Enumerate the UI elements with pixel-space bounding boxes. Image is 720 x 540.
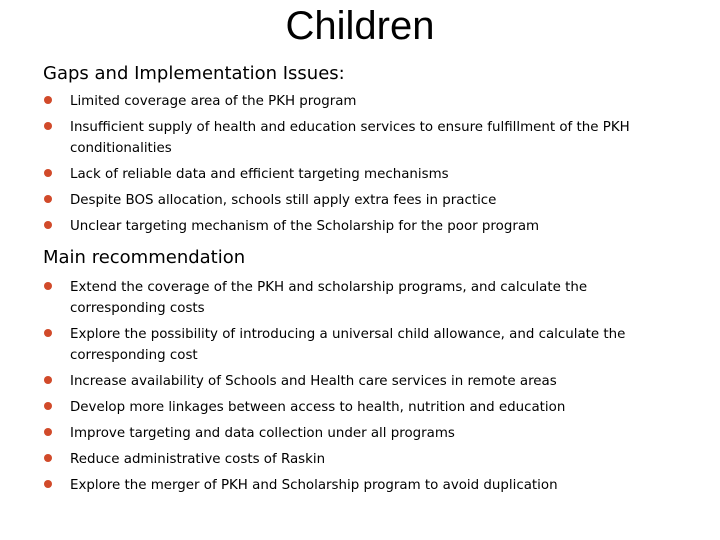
bullet-icon bbox=[44, 221, 52, 229]
list-item bbox=[44, 216, 684, 237]
recommendation-heading: Main recommendation bbox=[43, 247, 246, 268]
list-item bbox=[44, 449, 684, 470]
list-item bbox=[44, 277, 684, 319]
list-item-text: Explore the merger of PKH and Scholarship program to avoid duplication bbox=[70, 478, 558, 493]
bullet-icon bbox=[44, 282, 52, 290]
bullet-icon bbox=[44, 480, 52, 488]
bullet-icon bbox=[44, 169, 52, 177]
bullet-icon bbox=[44, 122, 52, 130]
bullet-icon bbox=[44, 195, 52, 203]
list-item-text: Insufficient supply of health and education services to ensure fulfillment of the PKH conditionalities bbox=[70, 120, 630, 156]
bullet-icon bbox=[44, 376, 52, 384]
list-item-text: Limited coverage area of the PKH program bbox=[70, 94, 357, 109]
list-item bbox=[44, 324, 684, 366]
list-item bbox=[44, 91, 684, 112]
list-item bbox=[44, 190, 684, 211]
list-item-text: Improve targeting and data collection under all programs bbox=[70, 426, 455, 441]
list-item bbox=[44, 397, 684, 418]
list-item bbox=[44, 371, 684, 392]
list-item-text: Extend the coverage of the PKH and scholarship programs, and calculate the corresponding costs bbox=[70, 280, 588, 316]
list-item bbox=[44, 475, 684, 496]
bullet-icon bbox=[44, 96, 52, 104]
list-item-text: Despite BOS allocation, schools still apply extra fees in practice bbox=[70, 193, 497, 208]
bullet-icon bbox=[44, 428, 52, 436]
slide-title: Children bbox=[285, 4, 435, 48]
list-item-text: Unclear targeting mechanism of the Scholarship for the poor program bbox=[70, 219, 540, 234]
bullet-icon bbox=[44, 402, 52, 410]
gaps-heading: Gaps and Implementation Issues: bbox=[43, 63, 345, 84]
recommendation-list bbox=[44, 277, 684, 501]
gaps-list bbox=[44, 91, 684, 242]
list-item-text: Increase availability of Schools and Health care services in remote areas bbox=[70, 374, 557, 389]
list-item-text: Develop more linkages between access to health, nutrition and education bbox=[70, 400, 566, 415]
bullet-icon bbox=[44, 329, 52, 337]
list-item bbox=[44, 423, 684, 444]
list-item-text: Explore the possibility of introducing a universal child allowance, and calculate the corresponding cost bbox=[70, 327, 626, 363]
list-item bbox=[44, 117, 684, 159]
list-item-text: Lack of reliable data and efficient targeting mechanisms bbox=[70, 167, 449, 182]
bullet-icon bbox=[44, 454, 52, 462]
list-item bbox=[44, 164, 684, 185]
list-item-text: Reduce administrative costs of Raskin bbox=[70, 452, 326, 467]
